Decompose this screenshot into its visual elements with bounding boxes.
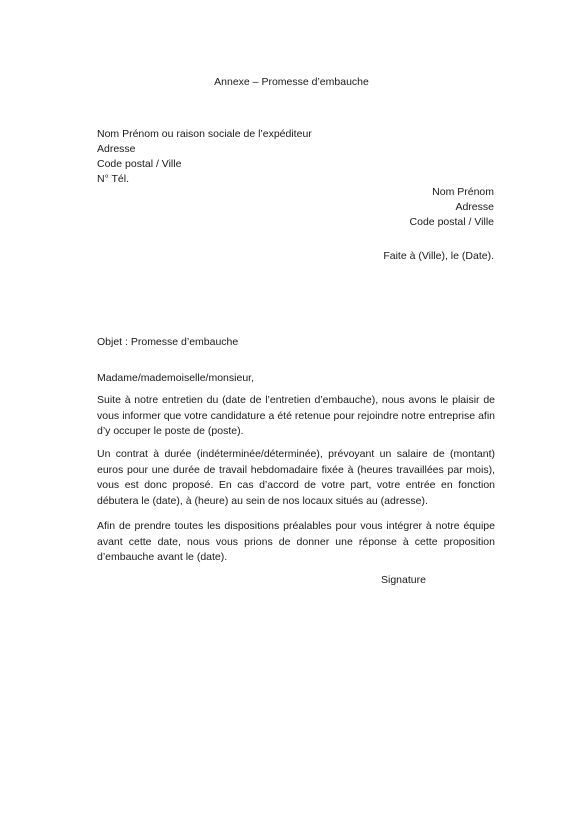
place-and-date: Faite à (Ville), le (Date). [383, 250, 494, 262]
sender-address-block [97, 127, 312, 187]
sender-address: Adresse [97, 143, 136, 155]
recipient-address-block [410, 185, 494, 230]
body-paragraph-2: Un contrat à durée (indéterminée/déterminée), prévoyant un salaire de (montant) euros pour une durée de travail hebdomadaire fixée à (heures travaillées par mois), vous est donc proposé. En cas d’accord de votre part, votre entrée en fonction débutera le (date), à (heure) au sein de nos locaux situés au (adresse). [97, 448, 495, 507]
recipient-name: Nom Prénom [432, 186, 494, 198]
body-paragraph-3: Afin de prendre toutes les dispositions préalables pour vous intégrer à notre équipe avant cette date, nous vous prions de donner une réponse à cette proposition d’embauche avant le (date). [97, 520, 495, 563]
body-paragraph-1: Suite à notre entretien du (date de l’entretien d’embauche), nous avons le plaisir de vous informer que votre candidature a été retenue pour rejoindre notre entreprise afin d’y occuper le poste de (poste). [97, 394, 495, 437]
letter-subject: Objet : Promesse d’embauche [97, 336, 239, 348]
sender-phone: N° Tél. [97, 173, 130, 185]
signature-label: Signature [381, 574, 426, 586]
sender-name: Nom Prénom ou raison sociale de l’expéditeur [97, 128, 312, 140]
sender-postal-city: Code postal / Ville [97, 158, 182, 170]
annex-title: Annexe – Promesse d’embauche [214, 76, 369, 88]
recipient-postal-city: Code postal / Ville [409, 216, 494, 228]
salutation: Madame/mademoiselle/monsieur, [97, 372, 254, 384]
recipient-address: Adresse [455, 201, 494, 213]
